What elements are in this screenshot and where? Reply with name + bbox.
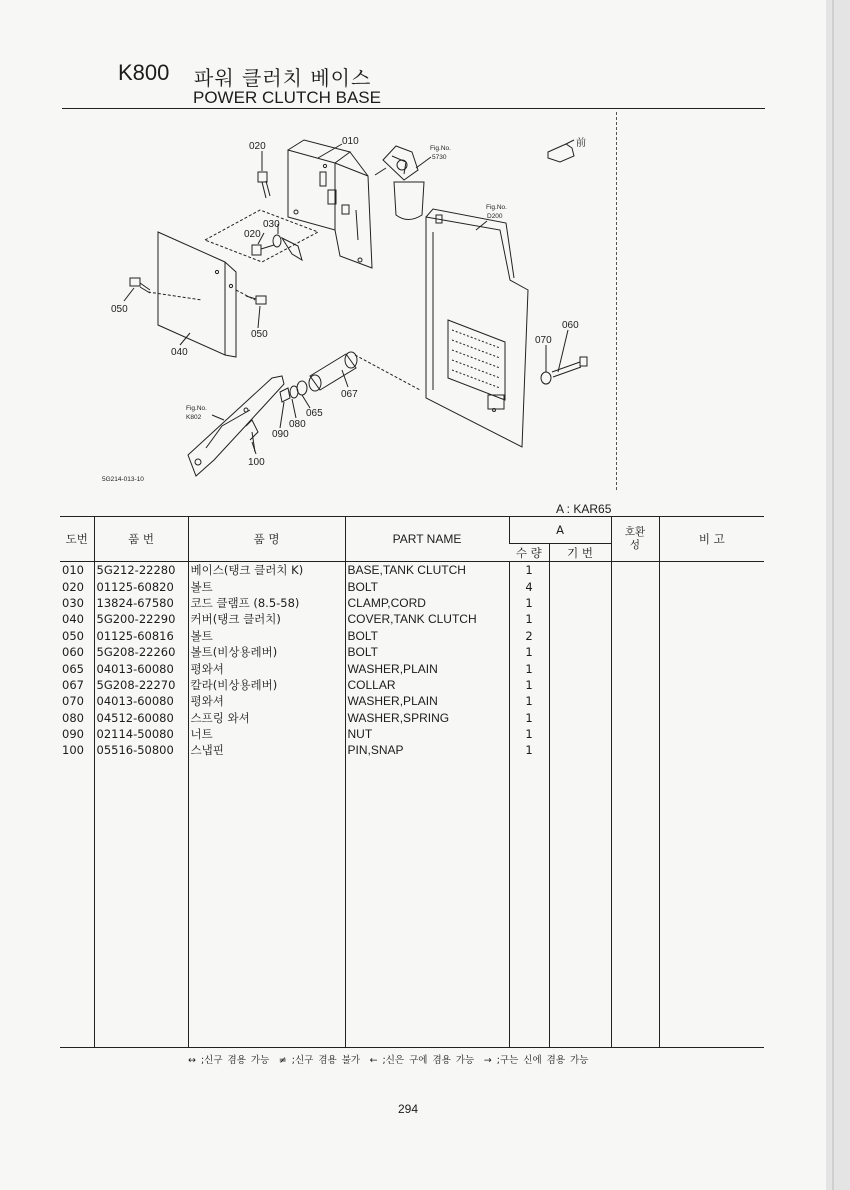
side-panel-d200 bbox=[426, 209, 528, 447]
part-name-en-cell: BASE,TANK CLUTCH bbox=[345, 562, 509, 579]
compat-cell bbox=[611, 628, 659, 644]
part-number-cell: 13824-67580 bbox=[94, 595, 188, 611]
table-row bbox=[60, 742, 764, 758]
part-name-ko-cell: 스프링 와셔 bbox=[188, 710, 345, 726]
part-ref-cell: 050 bbox=[62, 628, 84, 643]
bolt-020-lower bbox=[252, 245, 274, 255]
period-cell bbox=[549, 644, 611, 660]
remarks-cell bbox=[659, 644, 764, 660]
remarks-cell bbox=[659, 660, 764, 676]
header-name-ko: 품 명 bbox=[188, 517, 345, 562]
part-name-ko-cell: 칼라(비상용레버) bbox=[188, 677, 345, 693]
empty-cell bbox=[188, 759, 345, 1048]
front-direction-arrow bbox=[548, 140, 574, 162]
table-row bbox=[60, 660, 764, 676]
nut-090 bbox=[280, 388, 290, 402]
lever-k802 bbox=[188, 376, 284, 476]
page-number: 294 bbox=[398, 1102, 419, 1116]
part-number-cell: 01125-60816 bbox=[94, 628, 188, 644]
part-name-en-cell: BOLT bbox=[345, 578, 509, 594]
remarks-cell bbox=[659, 595, 764, 611]
remarks-cell bbox=[659, 677, 764, 693]
parts-table bbox=[60, 516, 764, 1048]
callout-090: 090 bbox=[272, 429, 289, 440]
part-name-ko-cell: 스냅핀 bbox=[188, 742, 345, 758]
period-cell bbox=[549, 562, 611, 579]
header-remarks: 비 고 bbox=[659, 517, 764, 562]
compat-cell bbox=[611, 611, 659, 627]
callout-100: 100 bbox=[248, 457, 265, 468]
fig-ref-5730-label: Fig.No. bbox=[430, 145, 451, 152]
empty-cell bbox=[611, 759, 659, 1048]
table-row bbox=[60, 677, 764, 693]
quantity-cell: 1 bbox=[509, 562, 549, 579]
fig-ref-k802-number: K802 bbox=[186, 414, 202, 421]
empty-cell bbox=[659, 759, 764, 1048]
callout-067: 067 bbox=[341, 389, 358, 400]
tank-clutch-cover-part bbox=[158, 232, 236, 357]
part-number-cell: 05516-50800 bbox=[94, 742, 188, 758]
filter-assembly-5730 bbox=[375, 146, 424, 220]
bolt-060-washer-070 bbox=[541, 357, 587, 384]
table-row bbox=[60, 595, 764, 611]
compat-cell bbox=[611, 578, 659, 594]
part-name-en-cell: BOLT bbox=[345, 628, 509, 644]
model-applicability-line: A : KAR65 bbox=[556, 502, 612, 516]
fig-ref-k802-label: Fig.No. bbox=[186, 405, 207, 412]
remarks-cell bbox=[659, 710, 764, 726]
period-cell bbox=[549, 677, 611, 693]
quantity-cell: 4 bbox=[509, 578, 549, 594]
table-row bbox=[60, 726, 764, 742]
exploded-parts-diagram bbox=[0, 0, 850, 500]
period-cell bbox=[549, 660, 611, 676]
part-ref-cell: 067 bbox=[62, 677, 84, 692]
diagram-code: 5G214-013-10 bbox=[102, 476, 144, 483]
period-cell bbox=[549, 611, 611, 627]
cord-clamp-part bbox=[273, 235, 302, 260]
part-ref-cell: 100 bbox=[62, 743, 84, 758]
compat-cell bbox=[611, 595, 659, 611]
part-name-en-cell: BOLT bbox=[345, 644, 509, 660]
table-row bbox=[60, 693, 764, 709]
part-number-cell: 5G208-22260 bbox=[94, 644, 188, 660]
callout-030: 030 bbox=[263, 219, 280, 230]
table-row bbox=[60, 611, 764, 627]
header-name-en: PART NAME bbox=[345, 517, 509, 562]
washer-065 bbox=[297, 381, 307, 395]
quantity-cell: 1 bbox=[509, 660, 549, 676]
part-name-ko-cell: 코드 클램프 (8.5-58) bbox=[188, 595, 345, 611]
period-cell bbox=[549, 710, 611, 726]
empty-cell bbox=[345, 759, 509, 1048]
quantity-cell: 1 bbox=[509, 644, 549, 660]
bolt-020-top bbox=[258, 172, 270, 198]
remarks-cell bbox=[659, 562, 764, 579]
page-title-korean: 파워 클러치 베이스 bbox=[194, 66, 372, 90]
compat-cell bbox=[611, 742, 659, 758]
part-ref-cell: 090 bbox=[62, 727, 84, 742]
base-bracket-part bbox=[288, 140, 372, 268]
callout-065: 065 bbox=[306, 408, 323, 419]
remarks-cell bbox=[659, 628, 764, 644]
quantity-cell: 1 bbox=[509, 595, 549, 611]
remarks-cell bbox=[659, 693, 764, 709]
page-title-english: POWER CLUTCH BASE bbox=[193, 88, 381, 107]
header-ref: 도번 bbox=[60, 517, 94, 562]
part-ref-cell: 020 bbox=[62, 579, 84, 594]
part-name-ko-cell: 베이스(탱크 클러치 K) bbox=[188, 562, 345, 579]
quantity-cell: 2 bbox=[509, 628, 549, 644]
part-ref-cell: 080 bbox=[62, 710, 84, 725]
compat-cell bbox=[611, 693, 659, 709]
snap-pin-part bbox=[246, 420, 258, 452]
remarks-cell bbox=[659, 578, 764, 594]
fig-ref-d200-number: D200 bbox=[487, 213, 503, 220]
part-number-cell: 5G200-22290 bbox=[94, 611, 188, 627]
part-number-cell: 5G208-22270 bbox=[94, 677, 188, 693]
header-part-no: 품 번 bbox=[94, 517, 188, 562]
quantity-cell: 1 bbox=[509, 710, 549, 726]
quantity-cell: 1 bbox=[509, 677, 549, 693]
period-cell bbox=[549, 595, 611, 611]
callout-020: 020 bbox=[249, 141, 266, 152]
part-name-ko-cell: 볼트 bbox=[188, 628, 345, 644]
period-cell bbox=[549, 693, 611, 709]
compat-cell bbox=[611, 660, 659, 676]
empty-cell bbox=[509, 759, 549, 1048]
part-name-ko-cell: 평와셔 bbox=[188, 660, 345, 676]
part-ref-cell: 010 bbox=[62, 563, 84, 578]
part-number-cell: 5G212-22280 bbox=[94, 562, 188, 579]
part-name-en-cell: PIN,SNAP bbox=[345, 742, 509, 758]
part-name-en-cell: WASHER,PLAIN bbox=[345, 693, 509, 709]
compat-cell bbox=[611, 562, 659, 579]
header-qty: 수 량 bbox=[509, 544, 549, 562]
part-name-en-cell: CLAMP,CORD bbox=[345, 595, 509, 611]
part-name-en-cell: WASHER,PLAIN bbox=[345, 660, 509, 676]
callout-050-left: 050 bbox=[111, 304, 128, 315]
empty-cell bbox=[549, 759, 611, 1048]
table-row bbox=[60, 578, 764, 594]
part-name-en-cell: WASHER,SPRING bbox=[345, 710, 509, 726]
part-name-ko-cell: 커버(탱크 클러치) bbox=[188, 611, 345, 627]
callout-040: 040 bbox=[171, 347, 188, 358]
table-row bbox=[60, 628, 764, 644]
period-cell bbox=[549, 628, 611, 644]
callout-060: 060 bbox=[562, 320, 579, 331]
part-ref-cell: 060 bbox=[62, 645, 84, 660]
quantity-cell: 1 bbox=[509, 611, 549, 627]
period-cell bbox=[549, 726, 611, 742]
table-row bbox=[60, 562, 764, 579]
compat-cell bbox=[611, 677, 659, 693]
header-group-a: A bbox=[509, 517, 611, 544]
callout-080: 080 bbox=[289, 419, 306, 430]
fig-ref-d200-label: Fig.No. bbox=[486, 204, 507, 211]
part-ref-cell: 070 bbox=[62, 694, 84, 709]
part-number-cell: 04013-60080 bbox=[94, 693, 188, 709]
part-number-cell: 02114-50080 bbox=[94, 726, 188, 742]
remarks-cell bbox=[659, 726, 764, 742]
table-row bbox=[60, 710, 764, 726]
bolt-050-left bbox=[130, 278, 150, 293]
callout-020-lower: 020 bbox=[244, 229, 261, 240]
header-compat: 호환성 bbox=[611, 517, 659, 562]
part-number-cell: 04013-60080 bbox=[94, 660, 188, 676]
part-ref-cell: 065 bbox=[62, 661, 84, 676]
washer-080 bbox=[290, 386, 298, 398]
quantity-cell: 1 bbox=[509, 693, 549, 709]
part-name-en-cell: COVER,TANK CLUTCH bbox=[345, 611, 509, 627]
quantity-cell: 1 bbox=[509, 726, 549, 742]
compat-cell bbox=[611, 644, 659, 660]
quantity-cell: 1 bbox=[509, 742, 549, 758]
header-period: 기 번 bbox=[549, 544, 611, 562]
callout-050-right: 050 bbox=[251, 329, 268, 340]
front-label: 前 bbox=[576, 138, 586, 149]
model-code: K800 bbox=[118, 60, 170, 85]
part-number-cell: 04512-60080 bbox=[94, 710, 188, 726]
part-name-ko-cell: 볼트(비상용레버) bbox=[188, 644, 345, 660]
period-cell bbox=[549, 578, 611, 594]
callout-070: 070 bbox=[535, 335, 552, 346]
remarks-cell bbox=[659, 742, 764, 758]
part-name-ko-cell: 평와셔 bbox=[188, 693, 345, 709]
bolt-050-right bbox=[246, 296, 266, 304]
part-name-en-cell: COLLAR bbox=[345, 677, 509, 693]
remarks-cell bbox=[659, 611, 764, 627]
compat-cell bbox=[611, 726, 659, 742]
fig-ref-5730-number: 5730 bbox=[432, 154, 447, 161]
compatibility-legend: ↔ ;신구 겸용 가능 ≠ ;신구 겸용 불가 ← ;신은 구에 겸용 가능 → ;구는 신에 겸용 가능 bbox=[188, 1055, 589, 1066]
table-row bbox=[60, 644, 764, 660]
table-filler-row bbox=[60, 759, 764, 1048]
callout-010: 010 bbox=[342, 136, 359, 147]
part-ref-cell: 030 bbox=[62, 595, 84, 610]
empty-cell bbox=[94, 759, 188, 1048]
part-ref-cell: 040 bbox=[62, 612, 84, 627]
part-name-ko-cell: 볼트 bbox=[188, 578, 345, 594]
collar-part bbox=[309, 352, 357, 391]
part-name-ko-cell: 너트 bbox=[188, 726, 345, 742]
part-number-cell: 01125-60820 bbox=[94, 578, 188, 594]
empty-cell bbox=[60, 759, 94, 1048]
part-name-en-cell: NUT bbox=[345, 726, 509, 742]
compat-cell bbox=[611, 710, 659, 726]
period-cell bbox=[549, 742, 611, 758]
